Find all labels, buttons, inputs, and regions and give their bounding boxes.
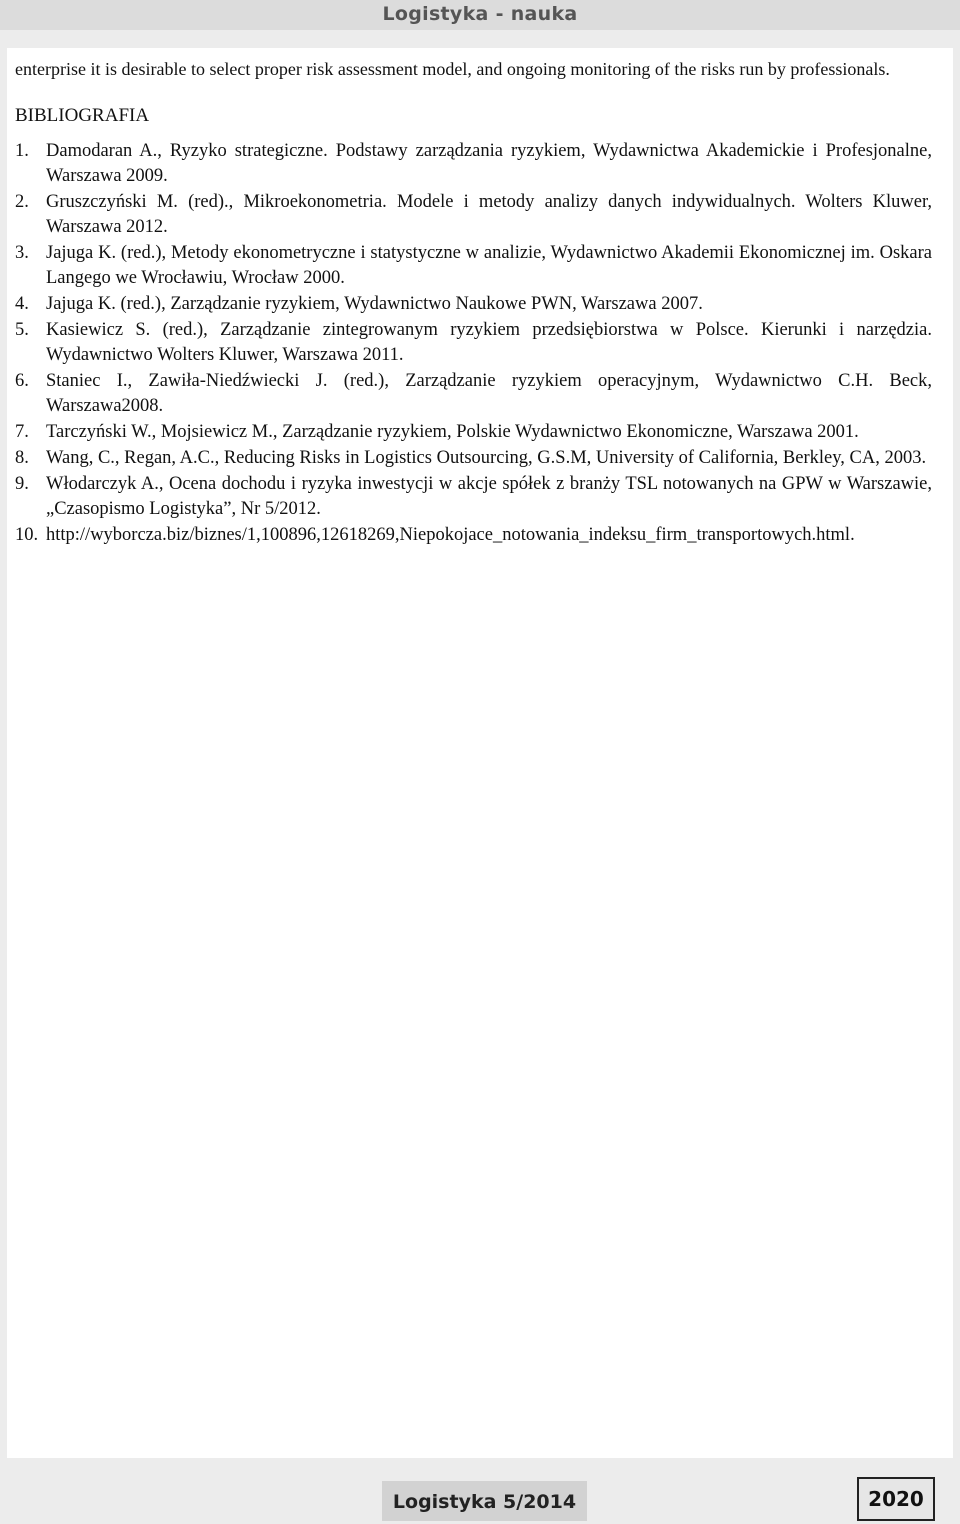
reference-number: 3.	[15, 243, 29, 263]
reference-item	[15, 472, 932, 522]
reference-item	[15, 318, 932, 368]
header-title: Logistyka - nauka	[382, 3, 578, 25]
page-number: 2020	[868, 1487, 924, 1511]
reference-url: http://wyborcza.biz/biznes/1,100896,12618269,Niepokojace_notowania_indeksu_firm_transportowych.html.	[46, 525, 855, 545]
journal-issue: Logistyka 5/2014	[392, 1491, 577, 1513]
footer-journal-label	[382, 1481, 587, 1521]
bibliography-heading: BIBLIOGRAFIA	[15, 105, 150, 126]
reference-number: 9.	[15, 474, 29, 494]
reference-text: Damodaran A., Ryzyko strategiczne. Podstawy zarządzania ryzykiem, Wydawnictwa Akademickie i Profesjonalne, Warszawa 2009.	[46, 141, 932, 186]
reference-text: Kasiewicz S. (red.), Zarządzanie zintegrowanym ryzykiem przedsiębiorstwa w Polsce. Kierunki i narzędzia. Wydawnictwo Wolters Kluwer, Warszawa 2011.	[46, 320, 932, 365]
reference-item	[15, 446, 932, 471]
reference-text: Tarczyński W., Mojsiewicz M., Zarządzanie ryzykiem, Polskie Wydawnictwo Ekonomiczne, Warszawa 2001.	[46, 422, 859, 442]
reference-text: Gruszczyński M. (red)., Mikroekonometria. Modele i metody analizy danych indywidualnych. Wolters Kluwer, Warszawa 2012.	[46, 192, 932, 237]
reference-text: Jajuga K. (red.), Metody ekonometryczne i statystyczne w analizie, Wydawnictwo Akademii Ekonomicznej im. Oskara Langego we Wrocławiu, Wrocław 2000.	[46, 243, 932, 288]
reference-text: Wang, C., Regan, A.C., Reducing Risks in Logistics Outsourcing, G.S.M, University of California, Berkley, CA, 2003.	[46, 448, 927, 468]
reference-number: 7.	[15, 422, 29, 442]
reference-text: Staniec I., Zawiła-Niedźwiecki J. (red.), Zarządzanie ryzykiem operacyjnym, Wydawnictwo C.H. Beck, Warszawa2008.	[46, 371, 932, 416]
reference-number: 8.	[15, 448, 29, 468]
reference-number: 4.	[15, 294, 29, 314]
reference-item	[15, 523, 932, 548]
reference-number: 6.	[15, 371, 29, 391]
reference-item	[15, 292, 932, 317]
running-header	[0, 0, 960, 30]
page-content	[15, 57, 932, 549]
reference-number: 10.	[15, 525, 39, 545]
reference-item	[15, 369, 932, 419]
footer-page-number	[857, 1477, 935, 1521]
reference-list	[15, 139, 932, 548]
reference-number: 1.	[15, 141, 29, 161]
reference-text: Włodarczyk A., Ocena dochodu i ryzyka inwestycji w akcje spółek z branży TSL notowanych na GPW w Warszawie, „Czasopismo Logistyka”, Nr 5/2012.	[46, 474, 932, 519]
reference-item	[15, 190, 932, 240]
reference-item	[15, 241, 932, 291]
reference-text: Jajuga K. (red.), Zarządzanie ryzykiem, Wydawnictwo Naukowe PWN, Warszawa 2007.	[46, 294, 703, 314]
reference-number: 5.	[15, 320, 29, 340]
reference-item	[15, 139, 932, 189]
reference-number: 2.	[15, 192, 29, 212]
reference-item	[15, 420, 932, 445]
intro-paragraph: enterprise it is desirable to select proper risk assessment model, and ongoing monitoring of the risks run by professionals.	[15, 59, 890, 79]
